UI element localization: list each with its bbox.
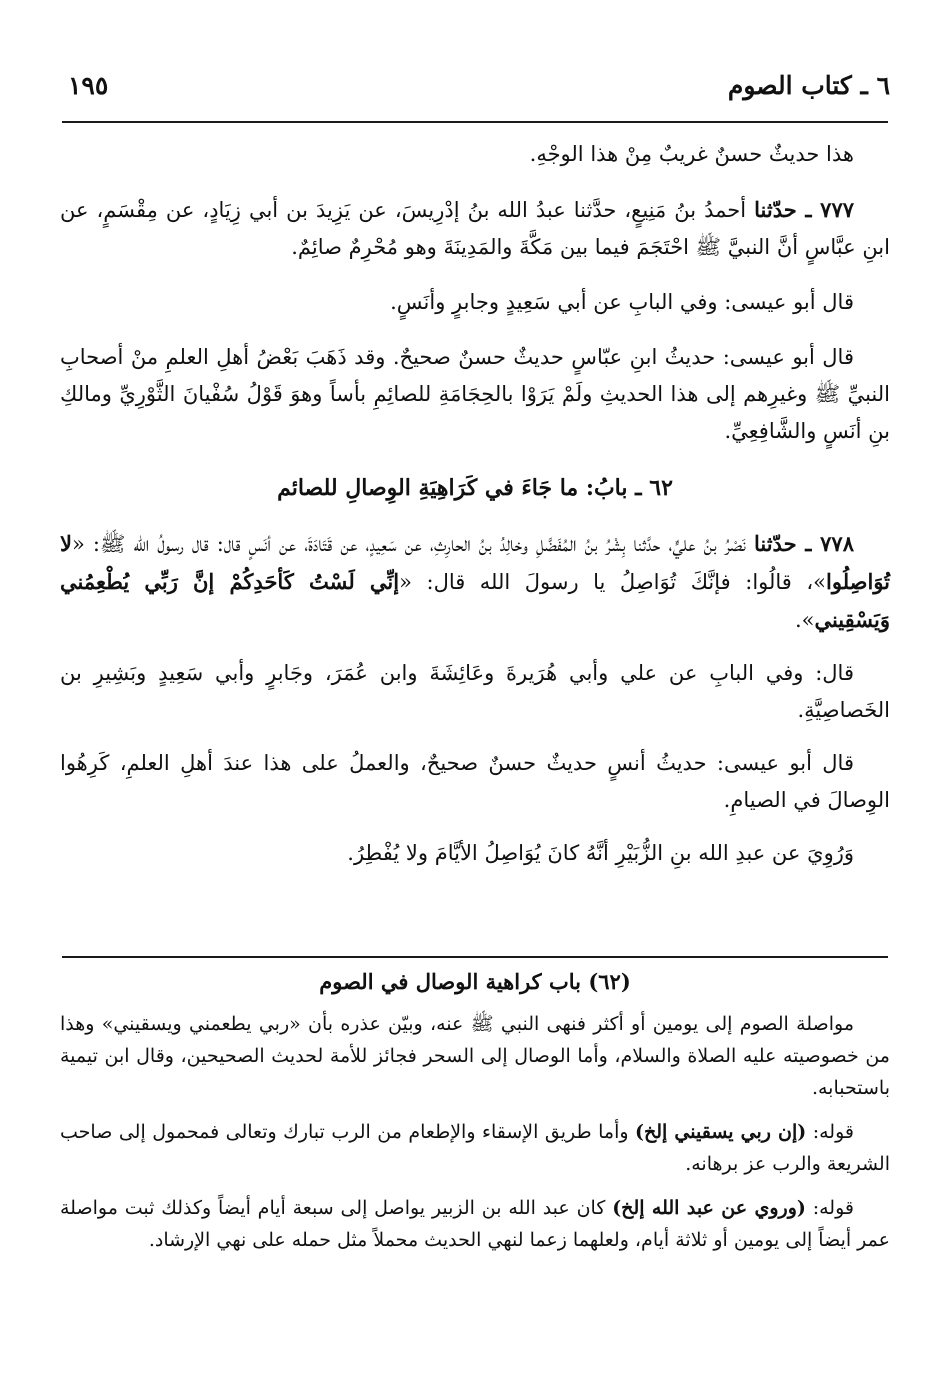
book-page <box>60 0 890 1387</box>
chapter-heading: ٦٢ ـ بابُ: ما جَاءَ في كَرَاهِيَةِ الوِصالِ للصائم <box>277 475 673 501</box>
commentary-3-text: كان عبد الله بن الزبير يواصل إلى سبعة أيام أيضاً وكذلك ثبت مواصلة عمر أيضاً إلى يومين أو ثلاثة أيام، ولعلهما زعما لنهي الحديث محملاً مثل حمله على نهي الإرشاد. <box>60 1197 890 1251</box>
commentary-divider <box>62 956 888 958</box>
page-header <box>60 68 890 108</box>
paragraph-abu-isa-2: قال أبو عيسى: حديثُ ابنِ عبّاسٍ حديثٌ حسنٌ صحيحٌ. وقد ذَهَبَ بَعْضُ أهلِ العلمِ منْ أصحابِ النبيِّ ﷺ وغيرِهم إلى هذا الحديثِ ولَمْ يَرَوْا بالحِجَامَةِ للصائِمِ بأساً وهوَ قَوْلُ سُفْيانَ الثَّوْرِيِّ ومالكِ بنِ أنَسٍ والشَّافِعِيِّ. <box>60 345 890 443</box>
commentary-2-text: وأما طريق الإسقاء والإطعام من الرب تبارك وتعالى فمحمول إلى صاحب الشريعة والرب عز برهانه. <box>60 1121 890 1175</box>
paragraph-abu-isa-3: قال أبو عيسى: حديثُ أنسٍ حديثٌ حسنٌ صحيحٌ، والعملُ على هذا عندَ أهلِ العلمِ، كَرِهُوا الوِصالَ في الصيامِ. <box>60 751 890 812</box>
page-number: ١٩٥ <box>68 71 109 100</box>
hadith-778-quote-2: إنِّي لَسْتُ كَأحَدِكُمْ إنَّ رَبِّي يُطْعِمُني وَيَسْقِيني <box>60 569 890 632</box>
commentary-paragraph-1: مواصلة الصوم إلى يومين أو أكثر فنهى النبي ﷺ عنه، وبيّن عذره بأن «ربي يطعمني ويسقيني» وهذا من خصوصيته عليه الصلاة والسلام، وأما الوصال إلى السحر فجائز للأمة لحديث الصحيحين، وقال ابن تيمية باستحبابه. <box>60 1013 890 1099</box>
commentary-2-prefix: قوله: <box>806 1121 854 1143</box>
commentary-2-quote: (إن ربي يسقيني إلخ) <box>635 1121 807 1143</box>
commentary-3-quote: (وروي عن عبد الله إلخ) <box>612 1197 806 1219</box>
hadith-777-number: ٧٧٧ ـ حدّثنا <box>754 197 855 222</box>
paragraph-ibn-zubayr: وَرُوِيَ عن عبدِ الله بنِ الزُّبَيْرِ أنَّهُ كانَ يُوَاصِلُ الأيَّامَ ولا يُفْطِرُ. <box>347 841 854 865</box>
paragraph-hadith-grading: هذا حديثٌ حسنٌ غريبٌ مِنْ هذا الوجْهِ. <box>529 142 854 166</box>
header-divider <box>62 121 888 123</box>
chapter-running-title: ٦ ـ كتاب الصوم <box>727 71 890 100</box>
hadith-777-text: أحمدُ بنُ مَنِيعٍ، حدَّثنا عبدُ الله بنُ إدْرِيسَ، عن يَزِيدَ بن أبي زِيَادٍ، عن مِقْسَمٍ، عن ابنِ عبَّاسٍ أنَّ النبيَّ ﷺ احْتَجَمَ فيما بين مَكَّةَ والمَدِينَةَ وهو مُحْرِمٌ صائِمٌ. <box>60 198 890 259</box>
hadith-778-text-a: نَصْرُ بنُ عليٍّ، حدَّثنا بِشْرُ بنُ المُفَضَّلِ وخالِدُ بنُ الحارِثِ، عن سَعِيدٍ، عن قَتَادَةَ، عن أنَسٍ قال: قال رسولُ الله ﷺ: « <box>71 532 754 556</box>
paragraph-chapter-references: قال: وفي البابِ عن علي وأبي هُرَيرةَ وعَائِشَةَ وابن عُمَرَ، وجَابرٍ وأبي سَعِيدٍ وبَشِيرِ بن الخَصاصِيَّةِ. <box>60 661 890 722</box>
hadith-778-text-c: ». <box>794 608 815 632</box>
commentary-3-prefix: قوله: <box>805 1197 854 1219</box>
commentary-section <box>60 966 890 1268</box>
main-text <box>60 136 890 888</box>
paragraph-abu-isa-1: قال أبو عيسى: وفي البابِ عن أبي سَعِيدٍ وجابرٍ وأنَسٍ. <box>390 290 854 314</box>
hadith-778-number: ٧٧٨ ـ حدّثنا <box>753 531 854 556</box>
commentary-title: (٦٢) باب كراهية الوصال في الصوم <box>319 969 631 994</box>
commentary-paragraph-2 <box>60 1116 890 1180</box>
hadith-778-quote-1: لا تُوَاصِلُوا <box>60 531 891 594</box>
hadith-778 <box>60 525 890 639</box>
hadith-778-text-b: »، قالُوا: فإنَّكَ تُوَاصِلُ يا رسولَ الله قال: « <box>399 570 827 594</box>
hadith-777 <box>60 191 890 266</box>
commentary-paragraph-3 <box>60 1192 890 1256</box>
